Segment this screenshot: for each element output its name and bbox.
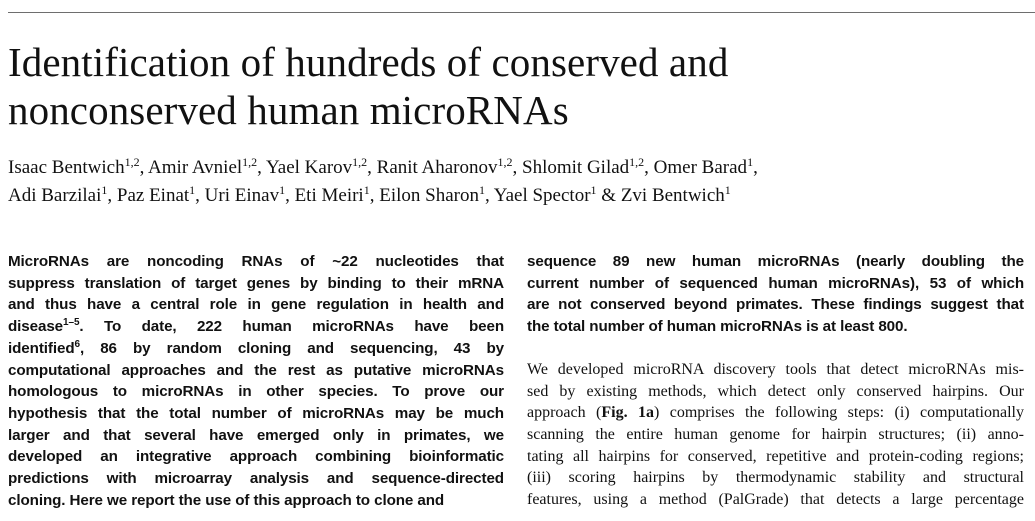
text-line: cloning. Here we report the use of this approach to clone and	[8, 491, 445, 509]
top-rule	[8, 12, 1035, 13]
text-line: homologous to microRNAs in other species. To prove our	[8, 383, 504, 401]
text-line: and thus have a central role in gene regulation in health and	[8, 296, 504, 314]
author-affiliation: 1	[724, 183, 731, 197]
author-name: Amir Avniel	[148, 157, 243, 178]
author-affiliation: 1,2	[242, 155, 258, 169]
right-column	[527, 251, 1024, 511]
text-line: sequence 89 new human microRNAs (nearly doubling the	[527, 253, 1024, 270]
author-affiliation: 1,2	[352, 155, 368, 169]
text-line: disease$^{1-5}$. To date, 222 human microRNAs have been	[8, 317, 504, 336]
author-name: Shlomit Gilad	[522, 157, 630, 178]
text-line: tating all hairpins for conserved, repetitive and protein-coding regions;	[527, 447, 1024, 465]
paragraph-gap	[527, 338, 1024, 359]
author-line: Isaac Bentwich$^{1,2}$, Amir Avniel$^{1,2}$, Yael Karov$^{1,2}$, Ranit Aharonov$^{1,2}$, Shlomit Gilad$^{1,2}$, Omer Barad$^1$,	[8, 155, 758, 178]
text-line: scanning the entire human genome for hairpin structures; (ii) anno-	[527, 425, 1024, 443]
text-line: larger and that several have emerged only in primates, we	[8, 426, 504, 444]
abstract-right-column	[527, 251, 1024, 338]
title-line: Identification of hundreds of conserved and	[8, 39, 729, 85]
author-name: Omer Barad	[653, 157, 748, 178]
text-line: computational approaches and the rest as putative microRNAs	[8, 361, 504, 379]
text-line: the total number of human microRNAs is at least 800.	[527, 318, 908, 336]
citation: 1–5	[63, 317, 80, 329]
author-name: Ranit Aharonov	[376, 157, 498, 178]
text-line: predictions with microarray analysis and sequence-directed	[8, 470, 504, 488]
text-line: developed an integrative approach combining bioinformatic	[8, 448, 504, 466]
article-title	[8, 38, 1008, 134]
author-affiliation: 1	[747, 155, 754, 169]
author-name: Isaac Bentwich	[8, 157, 125, 178]
text-line: sed by existing methods, which detect only conserved hairpins. Our	[527, 382, 1024, 400]
author-name: Eti Meiri	[294, 185, 364, 206]
text-line: hypothesis that the total number of microRNAs may be much	[8, 404, 504, 422]
author-affiliation: 1,2	[124, 155, 140, 169]
author-name: Adi Barzilai	[8, 185, 102, 206]
body-text	[527, 359, 1024, 511]
author-name: Yael Spector	[493, 185, 591, 206]
author-affiliation: 1	[101, 183, 108, 197]
author-line: Adi Barzilai$^1$, Paz Einat$^1$, Uri Einav$^1$, Eti Meiri$^1$, Eilon Sharon$^1$, Yael Spector$^1$ & Zvi Bentwich$^1$	[8, 183, 731, 206]
author-name: Eilon Sharon	[379, 185, 479, 206]
author-affiliation: 1,2	[497, 155, 513, 169]
author-affiliation: 1	[189, 183, 196, 197]
text-line: features, using a method (PalGrade) that detects a large percentage	[527, 491, 1024, 509]
text-line: approach (Fig. 1a) comprises the following steps: (i) computationally	[527, 404, 1024, 422]
figure-reference: Fig. 1a	[601, 404, 655, 422]
text-line: are not conserved beyond primates. These findings suggest that	[527, 296, 1024, 314]
abstract-left-column	[8, 251, 504, 511]
author-affiliation: 1	[478, 183, 485, 197]
text-line: suppress translation of target genes by binding to their mRNA	[8, 274, 504, 292]
author-name: Paz Einat	[116, 185, 190, 206]
author-list	[8, 154, 1028, 210]
author-affiliation: 1	[590, 183, 597, 197]
author-name: Yael Karov	[265, 157, 353, 178]
text-line: (iii) scoring hairpins by thermodynamic stability and structural	[527, 469, 1024, 487]
author-name: Zvi Bentwich	[620, 185, 725, 206]
text-line: We developed microRNA discovery tools that detect microRNAs mis-	[527, 360, 1024, 378]
author-affiliation: 1,2	[629, 155, 645, 169]
author-affiliation: 1	[363, 183, 370, 197]
author-name: Uri Einav	[204, 185, 280, 206]
text-line: current number of sequenced human microRNAs), 53 of which	[527, 274, 1024, 292]
text-line: identified$^6$, 86 by random cloning and sequencing, 43 by	[8, 338, 504, 357]
author-affiliation: 1	[279, 183, 286, 197]
text-line: MicroRNAs are noncoding RNAs of ~22 nucleotides that	[8, 253, 504, 270]
citation: 6	[74, 338, 80, 350]
title-line: nonconserved human microRNAs	[8, 87, 569, 133]
